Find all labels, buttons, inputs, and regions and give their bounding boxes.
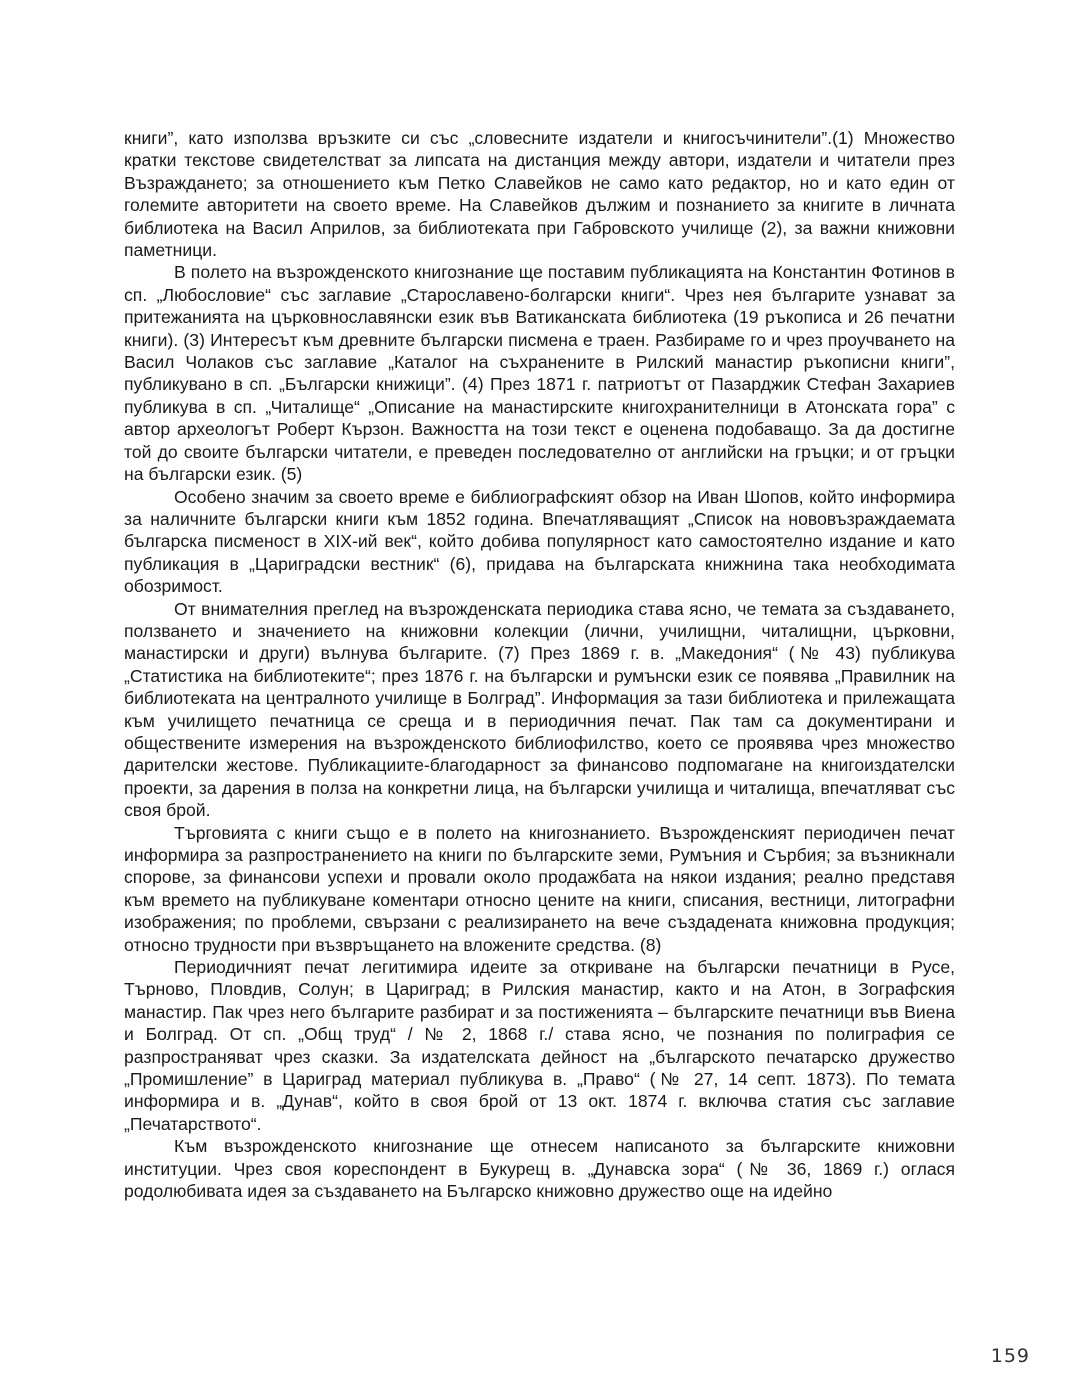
paragraph-3: Особено значим за своето време е библиографският обзор на Иван Шопов, който информира за наличните български книги към 1852 година. Впечатляващият „Список на нововъзраждаемата българска писменост в XIX-ий век“, който добива популярност като самостоятелно издание и като публикация в „Цариградски вестник“ (6), придава на българската книжнина така необходимата обозримост. [124,486,955,597]
paragraph-4: От внимателния преглед на възрожденската периодика става ясно, че темата за създаването, ползването и значението на книжовни колекции (лични, училищни, читалищни, църковни, манастирски и други) вълнува българите. (7) През 1869 г. в. „Македония“ (№ 43) публикува „Статистика на библиотеките“; през 1876 г. на български и румънски език се появява „Правилник на библиотеката на централното училище в Болград”. Информация за тази библиотека и прилежащата към училището печатница се среща и в периодичния печат. Пак там са документирани и обществените измерения на възрожденското библиофилство, което се проявява чрез множество дарителски жестове. Публикациите-благодарност за финансово подпомагане на книгоиздателски проекти, за дарения в полза на конкретни лица, на български училища и читалища, впечатляват със своя брой. [124,598,955,821]
page-number: 159 [990,1345,1030,1367]
paragraph-2: В полето на възрожденското книгознание ще поставим публикацията на Константин Фотинов в сп. „Любословие“ със заглавие „Старославено-болгарски книги“. Чрез нея българите узнават за притежанията на църковнославянски език във Ватиканската библиотека (19 ръкописа и 26 печатни книги). (3) Интересът към древните български писмена е траен. Разбираме го и чрез проучването на Васил Чолаков със заглавие „Каталог на съхранените в Рилский манастир ръкописни книги”, публикувано в сп. „Български книжици”. (4) През 1871 г. патриотът от Пазарджик Стефан Захариев публикува в сп. „Читалище“ „Описание на манастирските книгохранителници в Атонската гора” с автор археологът Роберт Кързон. Важността на този текст е оценена подобаващо. За да достигне той до своите български читатели, е преведен последователно от английски на гръцки; и от гръцки на български език. (5) [124,262,955,485]
body-text [124,127,955,1203]
paragraph-5: Търговията с книги също е в полето на книгознанието. Възрожденският периодичен печат информира за разпространението на книги по българските земи, Румъния и Сърбия; за възникнали спорове, за финансови успехи и провали около продажбата на някои издания; реално представя към времето на публикуване коментари относно цените на книги, списания, вестници, литографни изображения; по проблеми, свързани с реализирането на вече създадената книжовна продукция; относно трудности при възвръщането на вложените средства. (8) [124,822,955,955]
paragraph-1: книги”, като използва връзките си със „словесните издатели и книгосъчинители”.(1) Множество кратки текстове свидетелстват за липсата на дистанция между автори, издатели и читатели през Възраждането; за отношението към Петко Славейков не само като редактор, но и като един от големите авторитети на своето време. На Славейков дължим и познанието за книгите в личната библиотека на Васил Априлов, за библиотеката при Габровското училище (2), за важни книжовни паметници. [124,128,955,261]
paragraph-7: Към възрожденското книгознание ще отнесем написаното за българските книжовни институции. Чрез своя кореспондент в Букурещ в. „Дунавска зора“ (№ 36, 1869 г.) оглася родолюбивата идея за създаването на Българско книжовно дружество още на идейно [124,1136,955,1202]
paragraph-6: Периодичният печат легитимира идеите за откриване на български печатници в Русе, Търново, Пловдив, Солун; в Цариград; в Рилския манастир, както и на Атон, в Зографския манастир. Пак чрез него българите разбират и за постиженията – българските печатници във Виена и Болград. От сп. „Общ труд“ / № 2, 1868 г./ става ясно, че познания по полиграфия се разпространяват чрез сказки. За издателската дейност на „българското печатарско дружество „Промишление” в Цариград материал публикува в. „Право“ (№ 27, 14 септ. 1873). По темата информира и в. „Дунав“, който в своя брой от 13 окт. 1874 г. включва статия със заглавие „Печатарството“. [124,957,955,1134]
